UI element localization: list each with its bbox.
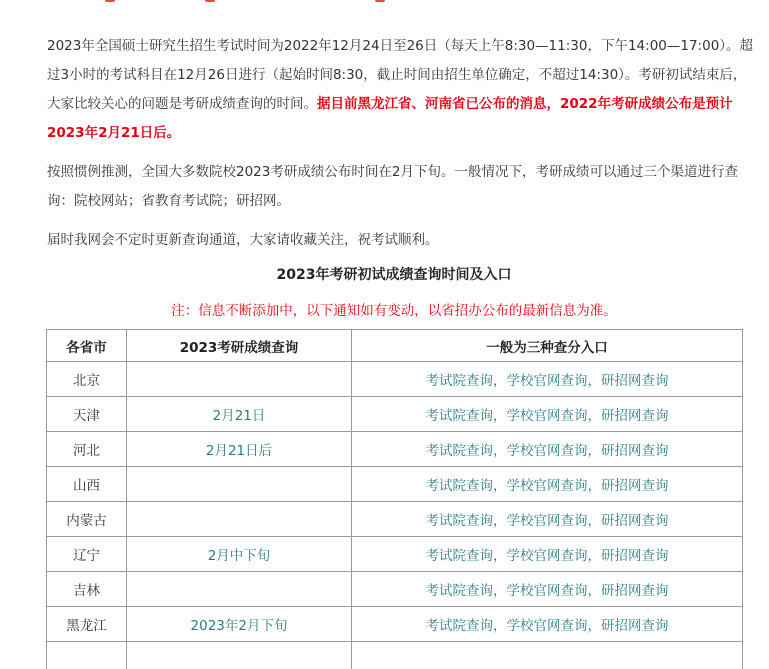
table-row (47, 432, 743, 467)
score-date-cell: 2月21日后 (127, 432, 352, 467)
table-row (47, 607, 743, 642)
province-cell: 吉林 (47, 572, 127, 607)
school-website-query-link[interactable]: 学校官网查询 (506, 513, 588, 529)
yanzhao-query-link[interactable]: 研招网查询 (601, 443, 669, 459)
yanzhao-query-link[interactable]: 研招网查询 (601, 583, 669, 599)
header-query-entries: 一般为三种查分入口 (352, 330, 743, 362)
exam-institute-query-link[interactable]: 考试院查询 (425, 373, 493, 389)
exam-institute-query-link[interactable]: 考试院查询 (425, 513, 493, 529)
score-date-cell (127, 362, 352, 397)
link-separator: ， (587, 373, 601, 389)
empty-cell (127, 642, 352, 669)
link-separator: ， (587, 478, 601, 494)
exam-institute-query-link[interactable]: 考试院查询 (425, 478, 493, 494)
school-website-query-link[interactable]: 学校官网查询 (506, 583, 588, 599)
query-links-cell (352, 397, 743, 432)
empty-cell (47, 642, 127, 669)
empty-cell (352, 642, 743, 669)
query-links-cell (352, 537, 743, 572)
header-province: 各省市 (47, 330, 127, 362)
link-separator: ， (587, 548, 601, 564)
paragraph-exam-time-text: 2023年全国硕士研究生招生考试时间为2022年12月24日至26日（每天上午8:30—11:30，下午14:00—17:00）。超过3小时的考试科目在12月26日进行（起始时间8:30，截止时间由招生单位确定，不超过14:30）。考研初试结束后，大家比较关心的问题是考研成绩查询的时间。 (47, 38, 754, 112)
score-date-cell: 2月中下旬 (127, 537, 352, 572)
paragraph-exam-time (47, 32, 757, 148)
exam-institute-query-link[interactable]: 考试院查询 (425, 583, 493, 599)
yanzhao-query-link[interactable]: 研招网查询 (601, 478, 669, 494)
school-website-query-link[interactable]: 学校官网查询 (506, 443, 588, 459)
yanzhao-query-link[interactable]: 研招网查询 (601, 408, 669, 424)
table-header-row (47, 330, 743, 362)
yanzhao-query-link[interactable]: 研招网查询 (601, 618, 669, 634)
top-decoration (0, 0, 769, 4)
score-date-cell (127, 502, 352, 537)
school-website-query-link[interactable]: 学校官网查询 (506, 618, 588, 634)
score-query-table (46, 329, 743, 669)
school-website-query-link[interactable]: 学校官网查询 (506, 548, 588, 564)
province-cell: 天津 (47, 397, 127, 432)
yanzhao-query-link[interactable]: 研招网查询 (601, 513, 669, 529)
header-score-date: 2023考研成绩查询 (127, 330, 352, 362)
link-separator: ， (493, 548, 507, 564)
yanzhao-query-link[interactable]: 研招网查询 (601, 548, 669, 564)
score-date-cell (127, 572, 352, 607)
province-cell: 辽宁 (47, 537, 127, 572)
score-date-cell (127, 467, 352, 502)
exam-institute-query-link[interactable]: 考试院查询 (425, 408, 493, 424)
province-cell: 黑龙江 (47, 607, 127, 642)
table-row (47, 467, 743, 502)
exam-institute-query-link[interactable]: 考试院查询 (425, 548, 493, 564)
table-body (47, 362, 743, 669)
exam-institute-query-link[interactable]: 考试院查询 (425, 443, 493, 459)
table-row (47, 502, 743, 537)
yanzhao-query-link[interactable]: 研招网查询 (601, 373, 669, 389)
link-separator: ， (493, 513, 507, 529)
query-links-cell (352, 502, 743, 537)
article-body (47, 32, 757, 321)
link-separator: ， (587, 443, 601, 459)
province-cell: 内蒙古 (47, 502, 127, 537)
table-row-partial (47, 642, 743, 669)
query-links-cell (352, 607, 743, 642)
paragraph-closing: 届时我网会不定时更新查询通道，大家请收藏关注，祝考试顺利。 (47, 232, 439, 248)
table-row (47, 362, 743, 397)
link-separator: ， (587, 408, 601, 424)
table-row (47, 537, 743, 572)
score-date-cell: 2023年2月下旬 (127, 607, 352, 642)
link-separator: ， (493, 443, 507, 459)
table-row (47, 572, 743, 607)
query-links-cell (352, 362, 743, 397)
school-website-query-link[interactable]: 学校官网查询 (506, 408, 588, 424)
exam-institute-query-link[interactable]: 考试院查询 (425, 618, 493, 634)
query-links-cell (352, 432, 743, 467)
query-links-cell (352, 572, 743, 607)
school-website-query-link[interactable]: 学校官网查询 (506, 478, 588, 494)
table-row (47, 397, 743, 432)
link-separator: ， (587, 513, 601, 529)
table-title: 2023年考研初试成绩查询时间及入口 (276, 267, 512, 283)
paragraph-query-channels: 按照惯例推测，全国大多数院校2023考研成绩公布时间在2月下旬。一般情况下，考研成绩可以通过三个渠道进行查询：院校网站；省教育考试院；研招网。 (47, 164, 738, 209)
link-separator: ， (587, 583, 601, 599)
link-separator: ， (493, 583, 507, 599)
link-separator: ， (587, 618, 601, 634)
announcement-highlight: 据目前黑龙江省、河南省已公布的消息，2022年考研成绩公布是预计2023年2月21日后。 (47, 96, 733, 141)
province-cell: 山西 (47, 467, 127, 502)
query-links-cell (352, 467, 743, 502)
score-date-cell: 2月21日 (127, 397, 352, 432)
province-cell: 北京 (47, 362, 127, 397)
link-separator: ， (493, 373, 507, 389)
table-notice: 注：信息不断添加中，以下通知如有变动，以省招办公布的最新信息为准。 (171, 303, 617, 319)
link-separator: ， (493, 478, 507, 494)
school-website-query-link[interactable]: 学校官网查询 (506, 373, 588, 389)
link-separator: ， (493, 618, 507, 634)
link-separator: ， (493, 408, 507, 424)
province-cell: 河北 (47, 432, 127, 467)
